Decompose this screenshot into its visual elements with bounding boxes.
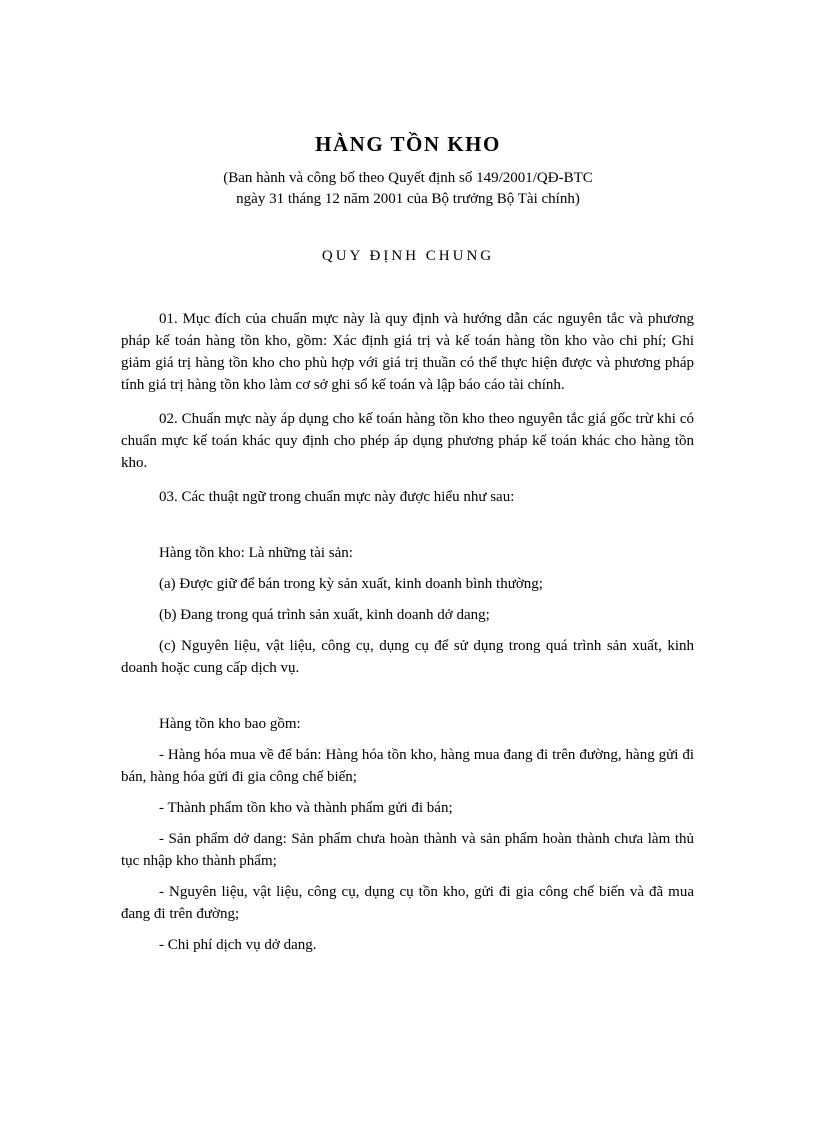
definition-item-b: (b) Đang trong quá trình sản xuất, kinh doanh dở dang; <box>159 607 490 623</box>
includes-intro: Hàng tồn kho bao gồm: <box>159 716 301 732</box>
includes-item-4: - Nguyên liệu, vật liệu, công cụ, dụng cụ tồn kho, gửi đi gia công chế biến và đã mua đang đi trên đường; <box>121 884 694 922</box>
includes-item-3: - Sản phẩm dở dang: Sản phẩm chưa hoàn thành và sản phẩm hoàn thành chưa làm thủ tục nhập kho thành phẩm; <box>121 831 694 869</box>
section-heading: QUY ĐỊNH CHUNG <box>321 248 495 264</box>
document-title: HÀNG TỒN KHO <box>315 132 501 156</box>
paragraph-02: 02. Chuẩn mực này áp dụng cho kế toán hàng tồn kho theo nguyên tắc giá gốc trừ khi có chuẩn mực kế toán khác quy định cho phép áp dụng phương pháp kế toán khác cho hàng tồn kho. <box>121 411 694 471</box>
includes-item-2: - Thành phẩm tồn kho và thành phẩm gửi đi bán; <box>159 800 453 816</box>
definition-item-c: (c) Nguyên liệu, vật liệu, công cụ, dụng cụ để sử dụng trong quá trình sản xuất, kinh doanh hoặc cung cấp dịch vụ. <box>121 638 694 676</box>
subtitle-line-1: (Ban hành và công bố theo Quyết định số 149/2001/QĐ-BTC <box>223 170 593 186</box>
paragraph-03: 03. Các thuật ngữ trong chuẩn mực này được hiểu như sau: <box>159 489 515 505</box>
definition-intro: Hàng tồn kho: Là những tài sản: <box>159 545 353 561</box>
paragraph-01: 01. Mục đích của chuẩn mực này là quy định và hướng dẫn các nguyên tắc và phương pháp kế toán hàng tồn kho, gồm: Xác định giá trị và kế toán hàng tồn kho vào chi phí; Ghi giảm giá trị hàng tồn kho cho phù hợp với giá trị thuần có thể thực hiện được và phương pháp tính giá trị hàng tồn kho làm cơ sở ghi sổ kế toán và lập báo cáo tài chính. <box>121 311 694 393</box>
document-subtitle <box>0 168 816 210</box>
includes-item-5: - Chi phí dịch vụ dở dang. <box>159 937 317 953</box>
definition-item-a: (a) Được giữ để bán trong kỳ sản xuất, kinh doanh bình thường; <box>159 576 543 592</box>
document-body <box>121 308 694 956</box>
includes-item-1: - Hàng hóa mua về để bán: Hàng hóa tồn kho, hàng mua đang đi trên đường, hàng gửi đi bán, hàng hóa gửi đi gia công chế biến; <box>121 747 694 785</box>
subtitle-line-2: ngày 31 tháng 12 năm 2001 của Bộ trưởng Bộ Tài chính) <box>236 191 580 207</box>
